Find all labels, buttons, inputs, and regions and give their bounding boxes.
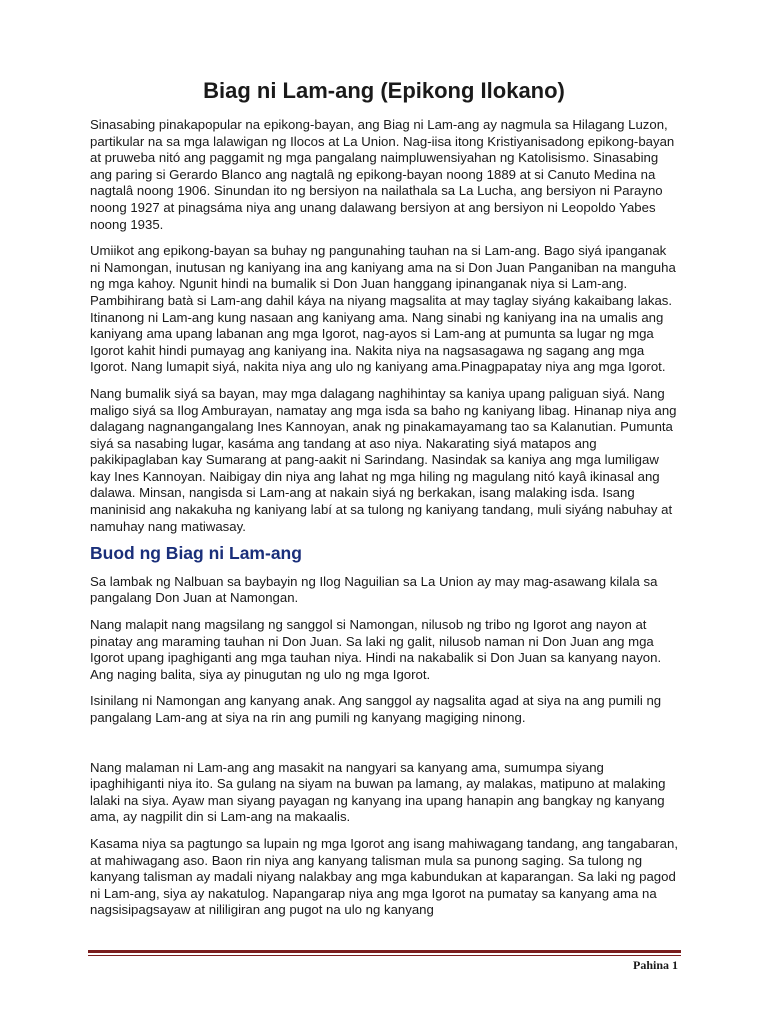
document-body (90, 117, 680, 929)
intro-paragraph-2: Umiikot ang epikong-bayan sa buhay ng pangunahing tauhan na si Lam-ang. Bago siyá ipanganak ni Namongan, inutusan ng kaniyang ina ang kaniyang ama na si Don Juan Panganiban na manguha ng mga kahoy. Ngunit hindi na bumalik si Don Juan hanggang ipinanganak niya si Lam-ang. Pambihirang batà si Lam-ang dahil káya na niyang magsalita at may taglay siyáng kakaibang lakas. Itinanong ni Lam-ang kung nasaan ang kaniyang ama. Nang sinabi ng kaniyang ina na umalis ang kaniyang ama upang labanan ang mga Igorot, nag-ayos si Lam-ang at pumunta sa lugar ng mga Igorot kahit hindi pumayag ang kaniyang ina. Nakita niya na nagsasagawa ng sagang ang mga Igorot. Nang lumapit siyá, nakita niya ang ulo ng kaniyang ama.Pinagpapatay niya ang mga Igorot. (90, 243, 676, 375)
intro-paragraph-3: Nang bumalik siyá sa bayan, may mga dalagang naghihintay sa kaniya upang paliguan siyá. Nang maligo siyá sa Ilog Amburayan, namatay ang mga isda sa baho ng kaniyang libag. Hinanap niya ang dalagang nagnangangalang Ines Kannoyan, anak ng pinakamayamang tao sa Kalanutian. Pumunta siyá sa nasabing lugar, kasáma ang tandang at aso niya. Nakarating siyá matapos ang pakikipaglaban kay Sumarang at pang-aakit ni Sarindang. Nasindak sa kaniya ang mga lumiligaw kay Ines Kannoyan. Naibigay din niya ang lahat ng mga hiling ng magulang nitó kayâ ikinasal ang dalawa. Minsan, nangisda si Lam-ang at nakain siyá ng berkakan, isang malaking isda. Isang maninisid ang nakakuha ng kaniyang labí at sa tulong ng kaniyang tandang, muli siyáng nabuhay at namuhay nang matiwasay. (90, 385, 677, 534)
summary-paragraph-1: Sa lambak ng Nalbuan sa baybayin ng Ilog Naguilian sa La Union ay may mag-asawang kilala sa pangalang Don Juan at Namongan. (90, 573, 658, 606)
footer-rule-thin (88, 955, 681, 956)
summary-paragraph-3: Isinilang ni Namongan ang kanyang anak. Ang sanggol ay nagsalita agad at siya na ang pumili ng pangalang Lam-ang at siya na rin ang pumili ng kanyang magiging ninong. (90, 693, 662, 725)
section-heading: Buod ng Biag ni Lam-ang (90, 543, 302, 564)
summary-paragraph-5: Kasama niya sa pagtungo sa lupain ng mga Igorot ang isang mahiwagang tandang, ang tangabaran, at mahiwagang aso. Baon rin niya ang kanyang talisman mula sa punong saging. Sa tulong ng kanyang talisman ay madali niyang nalakbay ang mga kabundukan at kaparangan. Sa laki ng pagod ni Lam-ang, siya ay nakatulog. Napangarap niya ang mga Igorot na pumatay sa kanyang ama na nagsisipagsayaw at nililigiran ang pugot na ulo ng kanyang (90, 835, 679, 918)
summary-paragraph-4: Nang malaman ni Lam-ang ang masakit na nangyari sa kanyang ama, sumumpa siyang ipaghihiganti niya ito. Sa gulang na siyam na buwan pa lamang, ay malakas, matipuno at malaking lalaki na siya. Ayaw man siyang payagan ng kanyang ina upang hanapin ang bangkay ng kanyang ama, ay nagpilit din si Lam-ang na makaalis. (90, 759, 666, 825)
summary-paragraph-2: Nang malapit nang magsilang ng sanggol si Namongan, nilusob ng tribo ng Igorot ang nayon at pinatay ang maraming tauhan ni Don Juan. Sa laki ng galit, nilusob naman ni Don Juan ang mga Igorot upang ipaghiganti ang mga tauhan niya. Hindi na nakabalik si Don Juan sa kanyang nayon. Ang naging balita, siya ay pinugutan ng ulo ng mga Igorot. (90, 617, 662, 682)
page-number: Pahina 1 (632, 958, 678, 972)
document-title: Biag ni Lam-ang (Epikong Ilokano) (203, 78, 565, 103)
intro-paragraph-1: Sinasabing pinakapopular na epikong-bayan, ang Biag ni Lam-ang ay nagmula sa Hilagang Luzon, partikular na sa mga lalawigan ng Ilocos at La Union. Nag-iisa itong Kristiyanisadong epikong-bayan at pruweba nitó ang paggamit ng mga pangalang naimpluwensiyahan ng Katolisismo. Sinasabing ang paring si Gerardo Blanco ang nagtalâ ng epikong-bayan noong 1889 at si Canuto Medina na nagtalâ noong 1906. Sinundan ito ng bersiyon na nailathala sa La Lucha, ang bersiyon ni Parayno noong 1927 at pinagsáma niya ang unang dalawang bersiyon at ang bersiyon ni Leopoldo Yabes noong 1935. (90, 117, 675, 232)
blank-spacer (90, 737, 680, 760)
footer-rule-thick (88, 950, 681, 953)
